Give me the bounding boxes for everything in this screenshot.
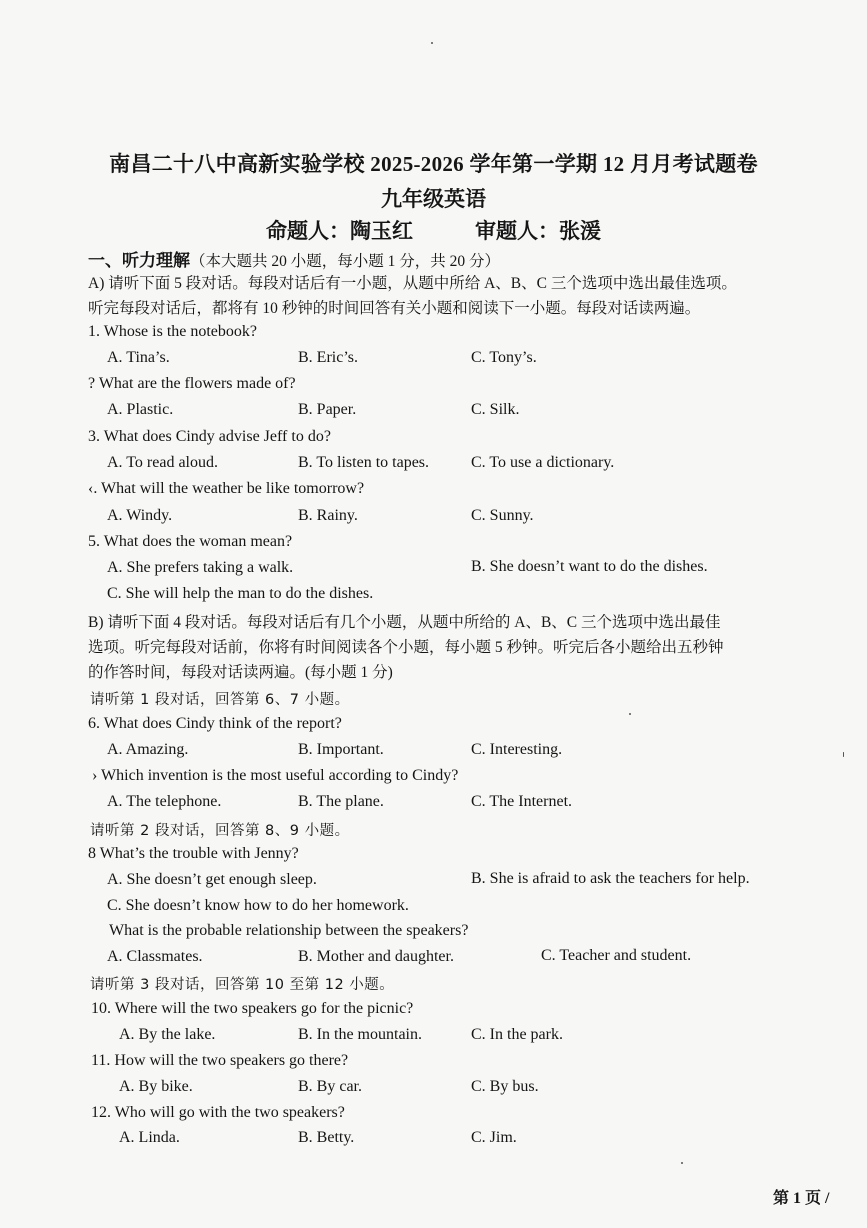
scan-speck	[431, 42, 433, 44]
listen-instruction-3: 请听第 3 段对话，回答第 10 至第 12 小题。	[90, 977, 395, 993]
option-2a: A. Plastic.	[107, 401, 174, 418]
part-b-instruction-1: B) 请听下面 4 段对话。每段对话后有几个小题，从题中所给的 A、B、C 三个选项中选出最佳	[88, 614, 721, 631]
option-12c: C. Jim.	[471, 1129, 517, 1146]
option-11c: C. By bus.	[471, 1078, 539, 1095]
option-9c: C. Teacher and student.	[541, 947, 692, 964]
listen-instruction-2: 请听第 2 段对话，回答第 8、9 小题。	[90, 823, 350, 839]
scan-speck	[681, 1162, 683, 1164]
page-number: 第 1 页 /	[773, 1190, 830, 1207]
scan-speck	[843, 752, 844, 757]
option-4b: B. Rainy.	[298, 507, 358, 524]
option-8b: B. She is afraid to ask the teachers for help.	[471, 870, 750, 887]
option-5b: B. She doesn’t want to do the dishes.	[471, 558, 708, 575]
option-12a: A. Linda.	[119, 1129, 180, 1146]
part-a-instruction-2: 听完每段对话后，都将有 10 秒钟的时间回答有关小题和阅读下一小题。每段对话读两遍。	[88, 300, 701, 317]
option-1c: C. Tony’s.	[471, 349, 537, 366]
option-4c: C. Sunny.	[471, 507, 534, 524]
exam-subject: 九年级英语	[381, 187, 486, 211]
question-11: 11. How will the two speakers go there?	[91, 1052, 349, 1069]
option-6c: C. Interesting.	[471, 741, 563, 758]
exam-authors	[0, 215, 867, 245]
option-11a: A. By bike.	[119, 1078, 193, 1095]
reviewer-label: 审题人：张湲	[475, 219, 601, 243]
option-9a: A. Classmates.	[107, 948, 203, 965]
option-2b: B. Paper.	[298, 401, 357, 418]
listen-instruction-1: 请听第 1 段对话，回答第 6、7 小题。	[90, 692, 350, 708]
author-label: 命题人：陶玉红	[266, 219, 413, 243]
option-5a: A. She prefers taking a walk.	[107, 559, 294, 576]
option-10b: B. In the mountain.	[298, 1026, 422, 1043]
section-heading: 一、听力理解（本大题共 20 小题，每小题 1 分，共 20 分）	[88, 251, 501, 270]
question-10: 10. Where will the two speakers go for the picnic?	[91, 1000, 414, 1017]
option-10c: C. In the park.	[471, 1026, 563, 1043]
option-8a: A. She doesn’t get enough sleep.	[107, 871, 317, 888]
part-b-instruction-2: 选项。听完每段对话前，你将有时间阅读各个小题，每小题 5 秒钟。听完后各小题给出五秒钟	[88, 639, 724, 656]
option-6b: B. Important.	[298, 741, 384, 758]
option-7c: C. The Internet.	[471, 793, 573, 810]
option-6a: A. Amazing.	[107, 741, 189, 758]
section-note: （本大题共 20 小题，每小题 1 分，共 20 分）	[190, 253, 501, 270]
option-2c: C. Silk.	[471, 401, 520, 418]
question-6: 6. What does Cindy think of the report?	[88, 715, 342, 732]
option-7b: B. The plane.	[298, 793, 384, 810]
part-b-instruction-3: 的作答时间，每段对话读两遍。(每小题 1 分)	[88, 664, 393, 681]
question-5: 5. What does the woman mean?	[88, 533, 293, 550]
scan-speck	[629, 713, 631, 715]
question-9: What is the probable relationship between the speakers?	[109, 922, 469, 939]
question-1: 1. Whose is the notebook?	[88, 323, 258, 340]
question-8: 8 What’s the trouble with Jenny?	[88, 845, 299, 862]
question-3: 3. What does Cindy advise Jeff to do?	[88, 428, 331, 445]
option-5c: C. She will help the man to do the dishes.	[107, 585, 374, 602]
part-a-instruction-1: A) 请听下面 5 段对话。每段对话后有一小题，从题中所给 A、B、C 三个选项中选出最佳选项。	[88, 275, 737, 292]
option-1a: A. Tina’s.	[107, 349, 170, 366]
option-11b: B. By car.	[298, 1078, 362, 1095]
option-3c: C. To use a dictionary.	[471, 454, 615, 471]
option-8c: C. She doesn’t know how to do her homework.	[107, 897, 409, 914]
option-3a: A. To read aloud.	[107, 454, 218, 471]
question-4: ‹. What will the weather be like tomorrow?	[88, 480, 365, 497]
option-1b: B. Eric’s.	[298, 349, 358, 366]
option-7a: A. The telephone.	[107, 793, 222, 810]
option-3b: B. To listen to tapes.	[298, 454, 430, 471]
question-12: 12. Who will go with the two speakers?	[91, 1104, 345, 1121]
option-12b: B. Betty.	[298, 1129, 355, 1146]
option-10a: A. By the lake.	[119, 1026, 216, 1043]
exam-title: 南昌二十八中高新实验学校 2025-2026 学年第一学期 12 月月考试题卷	[109, 152, 758, 176]
question-2: ? What are the flowers made of?	[88, 375, 296, 392]
option-4a: A. Windy.	[107, 507, 173, 524]
question-7: › Which invention is the most useful according to Cindy?	[92, 767, 459, 784]
option-9b: B. Mother and daughter.	[298, 948, 454, 965]
